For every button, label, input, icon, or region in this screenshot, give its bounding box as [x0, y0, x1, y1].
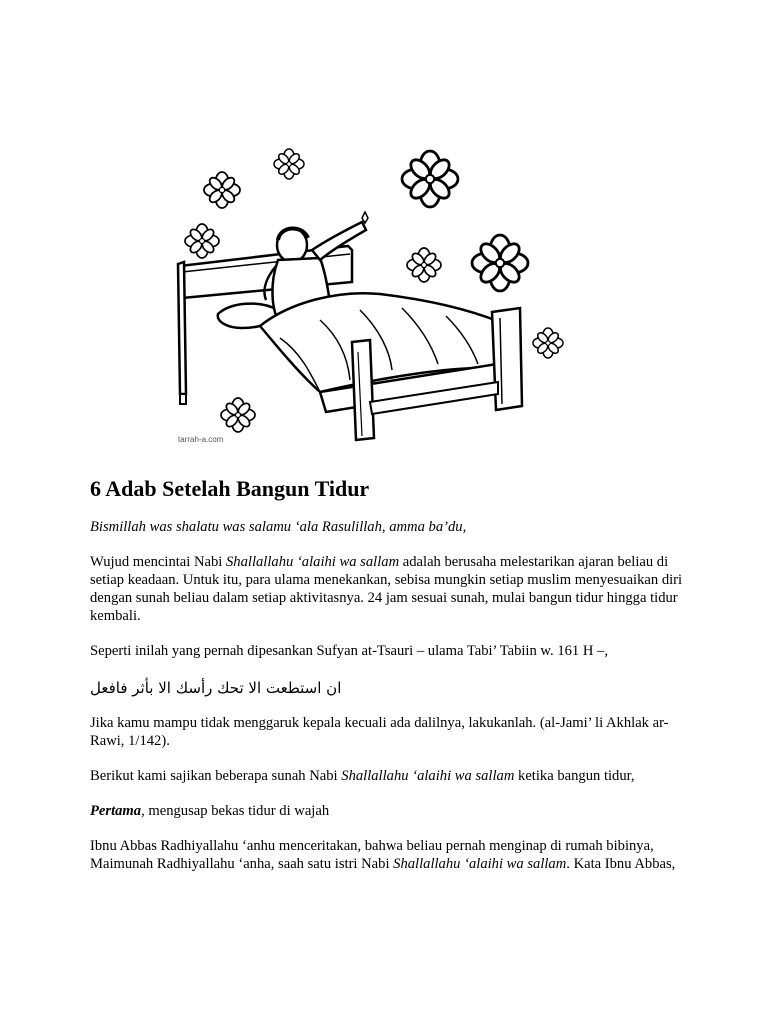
p1-text-c: adalah berusaha melestarikan ajaran beliau di setiap keadaan. Untuk itu, para ulama menekankan, sebisa mungkin setiap muslim menyesuaikan diri dengan sunah beliau dalam setiap aktivitasnya. 24 jam sesuai sunah, mulai bangun tidur hingga tidur kembali.: [90, 554, 683, 624]
paragraph-6: [90, 837, 690, 873]
p4-salawat: Shallallahu ‘alaihi wa sallam: [341, 768, 515, 784]
p1-text-a: Wujud mencintai Nabi: [90, 554, 226, 570]
article-body: [90, 474, 690, 890]
bed-wakeup-illustration: [170, 142, 570, 448]
paragraph-4: [90, 767, 690, 785]
paragraph-3: Jika kamu mampu tidak menggaruk kepala kecuali ada dalilnya, lakukanlah. (al-Jami’ li Akhlak ar-Rawi, 1/142).: [90, 715, 669, 749]
p5-text: , mengusap bekas tidur di wajah: [141, 803, 330, 819]
p6-text-c: . Kata Ibnu Abbas,: [566, 856, 676, 872]
p5-heading: Pertama: [90, 803, 142, 819]
arabic-quote: ان استطعت الا تحك رأسك الا بأثر فافعل: [90, 679, 342, 697]
paragraph-1: [90, 553, 690, 625]
article-title: 6 Adab Setelah Bangun Tidur: [90, 476, 370, 501]
paragraph-5: [90, 802, 690, 820]
illustration-credit: tarrah-a.com: [178, 435, 224, 444]
p4-text-a: Berikut kami sajikan beberapa sunah Nabi: [90, 768, 342, 784]
opening-greeting: [90, 518, 690, 536]
opening-greeting-text: Bismillah was shalatu was salamu ‘ala Rasulillah, amma ba’du,: [90, 519, 467, 535]
p6-salawat: Shallallahu ‘alaihi wa sallam: [393, 856, 567, 872]
p1-salawat: Shallallahu ‘alaihi wa sallam: [226, 554, 400, 570]
p6-text-a: Ibnu Abbas Radhiyallahu ‘anhu menceritakan, bahwa beliau pernah menginap di rumah bibinya, Maimunah Radhiyallahu ‘anha, saah satu istri Nabi: [90, 838, 654, 872]
boy-in-bed-icon: [170, 142, 570, 448]
p4-text-c: ketika bangun tidur,: [514, 768, 635, 784]
paragraph-2: Seperti inilah yang pernah dipesankan Sufyan at-Tsauri – ulama Tabi’ Tabiin w. 161 H –,: [90, 643, 608, 659]
